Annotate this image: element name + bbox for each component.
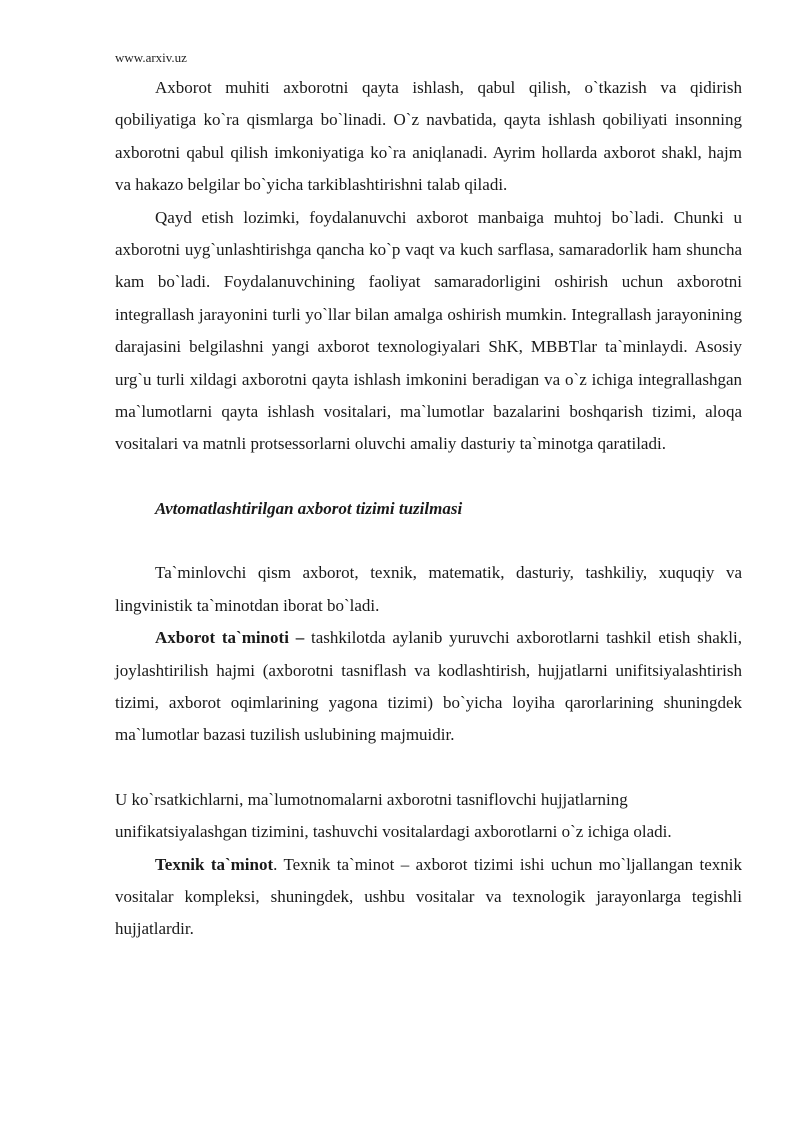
paragraph-korsatkichlar-line1: U ko`rsatkichlarni, ma`lumotnomalarni axborotni tasniflovchi hujjatlarning <box>115 789 628 809</box>
paragraph-qayd-etish: Qayd etish lozimki, foydalanuvchi axborot manbaiga muhtoj bo`ladi. Chunki u axborotni uyg`unlashtirishga qancha ko`p vaqt va kuch sarflasa, samaradorlik ham shuncha kam bo`ladi. Foydalanuvchining faoliyat samaradorligini oshirish uchun axborotni integrallash jarayonini turli yo`llar bilan amalga oshirish mumkin. Integrallash jarayonining darajasini belgilashni yangi axborot texnologiyalari ShK, MBBTlar ta`minlaydi. Asosiy urg`u turli xildagi axborotni qayta ishlash imkonini beradigan va o`z ichiga integrallashgan ma`lumotlarni qayta ishlash vositalari, ma`lumotlar bazalarini boshqarish tizimi, aloqa vositalari va matnli protsessorlarni oluvchi amaliy dasturiy ta`minotga qaratiladi. <box>115 207 742 454</box>
paragraph-taminlovchi-qism: Ta`minlovchi qism axborot, texnik, matematik, dasturiy, tashkiliy, xuquqiy va lingvinistik ta`minotdan iborat bo`ladi. <box>115 563 742 615</box>
paragraph-axborot-muhiti: Axborot muhiti axborotni qayta ishlash, qabul qilish, o`tkazish va qidirish qobiliyatiga ko`ra qismlarga bo`linadi. O`z navbatida, qayta ishlash qobiliyati insonning axborotni qabul qilish imkoniyatiga ko`ra aniqlanadi. Ayrim hollarda axborot shakl, hajm va hakazo belgilar bo`yicha tarkiblashtirishni talab qiladi. <box>115 78 742 195</box>
section-heading: Avtomatlashtirilgan axborot tizimi tuzilmasi <box>155 498 463 518</box>
spacer <box>115 525 742 557</box>
term-axborot-taminoti: Axborot ta`minoti – <box>155 628 305 648</box>
paragraph-axborot-taminoti <box>115 622 742 752</box>
paragraph-texnik-taminot <box>115 849 742 946</box>
definition-axborot-taminoti: tashkilotda aylanib yuruvchi axborotlarni tashkil etish shakli, joylashtirilish hajmi (axborotni tasniflash va kodlashtirish, hujjatlarni unifitsiyalashtirish tizimi, axborot oqimlarining yagona tizimi) bo`yicha loyiha qarorlarining shuningdek ma`lumotlar bazasi tuzilish uslubining majmuidir. <box>115 628 742 745</box>
document-body <box>115 72 742 946</box>
spacer <box>115 461 742 493</box>
paragraph-korsatkichlar <box>115 784 742 849</box>
term-texnik-taminot: Texnik ta`minot <box>155 854 274 874</box>
definition-texnik-taminot: . Texnik ta`minot – axborot tizimi ishi uchun mo`ljallangan texnik vositalar kompleksi, shuningdek, ushbu vositalar va texnologik jarayonlarga tegishli hujjatlardir. <box>115 854 742 939</box>
spacer <box>115 752 742 784</box>
site-url: www.arxiv.uz <box>115 50 187 65</box>
paragraph-korsatkichlar-line2: unifikatsiyalashgan tizimini, tashuvchi vositalardagi axborotlarni o`z ichiga oladi. <box>115 822 672 842</box>
